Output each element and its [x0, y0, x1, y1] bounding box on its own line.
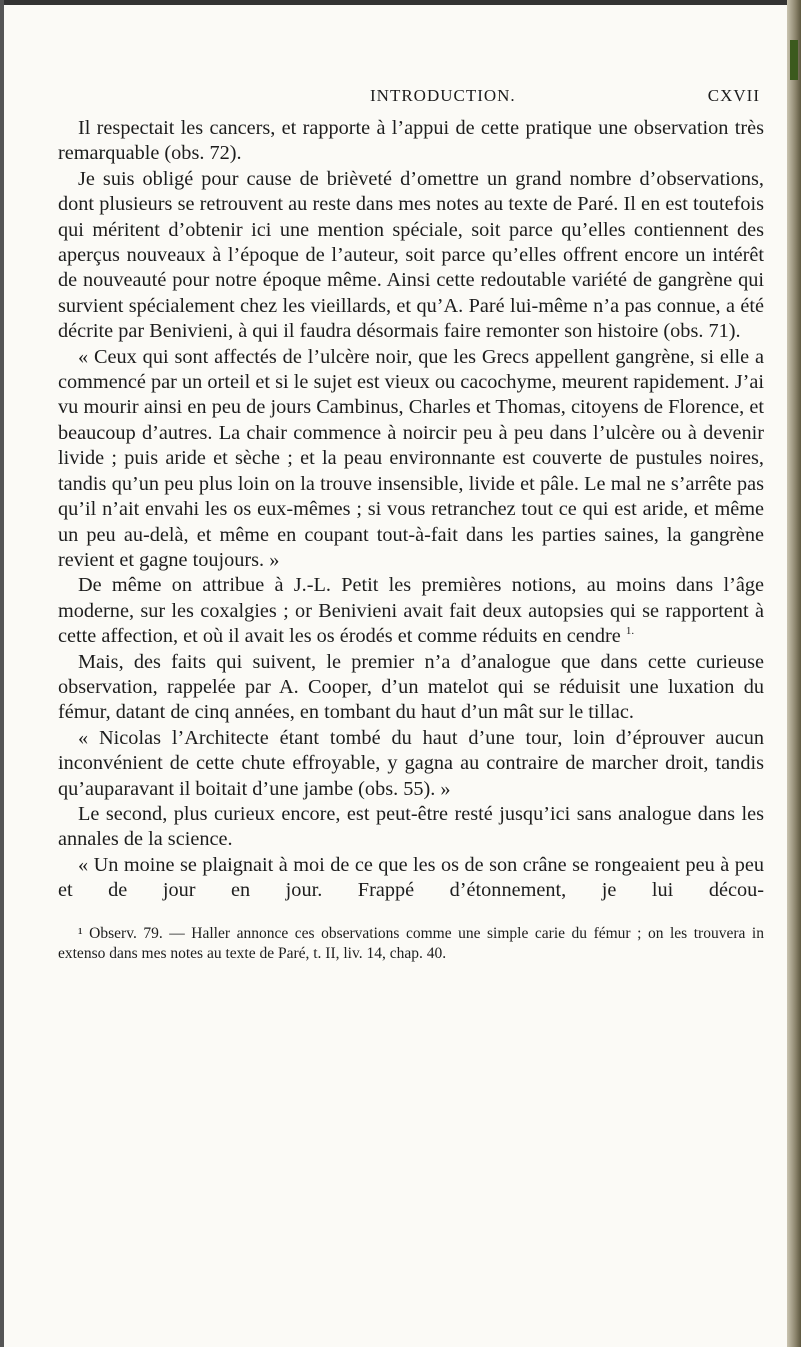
paragraph-second-case: Le second, plus curieux encore, est peut-être resté jusqu’ici sans analogue dans les annales de la science.: [58, 802, 764, 851]
book-spine-edge: [787, 0, 801, 1347]
page-number: CXVII: [707, 86, 760, 105]
paragraph-architect-quote: « Nicolas l’Architecte étant tombé du haut d’une tour, loin d’éprouver aucun inconvénient de cette chute effroyable, y gagna au contraire de marcher droit, tandis qu’auparavant il boitait d’une jambe (obs. 55). »: [58, 726, 764, 800]
paragraph-monk-quote: « Un moine se plaignait à moi de ce que les os de son crâne se rongeaient peu à peu et de jour en jour. Frappé d’étonnement, je lui décou-: [58, 853, 764, 902]
paragraph-cancers: Il respectait les cancers, et rapporte à l’appui de cette pratique une observation très remarquable (obs. 72).: [58, 117, 764, 165]
paragraph-gangrene-quote: « Ceux qui sont affectés de l’ulcère noir, que les Grecs appellent gangrène, si elle a commencé par un orteil et si le sujet est vieux ou cacochyme, meurent rapidement. J’ai vu mourir ainsi en peu de jours Cambinus, Charles et Thomas, citoyens de Florence, et beaucoup d’autres. La chair commence à noircir peu à peu dans l’ulcère ou à devenir livide ; puis aride et sèche ; et la peau environnante est couverte de pustules noires, tandis qu’un peu plus loin on la trouve insensible, livide et pâle. Le mal ne s’arrête pas qu’il n’ait envahi les os eux-mêmes ; si vous retranchez tout ce qui est aride, et même un peu au-delà, et même en coupant tout-à-fait dans les parties saines, la gangrène revient et gagne toujours. »: [58, 345, 764, 571]
page-top-rule: [0, 0, 801, 5]
footnotes: [58, 924, 764, 964]
footnote-ref: 1.: [625, 625, 635, 638]
paragraph-omissions: Je suis obligé pour cause de brièveté d’omettre un grand nombre d’observations, dont plusieurs se retrouvent au reste dans mes notes au texte de Paré. Il en est toutefois qui méritent d’obtenir ici une mention spéciale, soit parce qu’elles contiennent des aperçus nouveaux à l’époque de l’auteur, soit parce qu’elles offrent encore un intérêt de nouveauté pour notre époque même. Ainsi cette redoutable variété de gangrène qui survient spécialement chez les vieillards, et qu’A. Paré lui-même n’a pas connue, a été décrite par Benivieni, à qui il faudra désormais faire remonter son histoire (obs. 71).: [58, 167, 764, 343]
book-page: [58, 86, 764, 964]
paragraph-cooper: Mais, des faits qui suivent, le premier n’a d’analogue que dans cette curieuse observation, rappelée par A. Cooper, d’un matelot qui se réduisit une luxation du fémur, datant de cinq années, en tombant du haut d’un mât sur le tillac.: [58, 650, 764, 724]
body-text: [58, 116, 764, 904]
running-head: [58, 86, 764, 116]
running-head-title: INTRODUCTION.: [370, 86, 516, 105]
spine-mark: [790, 40, 798, 80]
page-left-edge: [0, 0, 4, 1347]
footnote-1: ¹ Observ. 79. — Haller annonce ces observations comme une simple carie du fémur ; on les trouvera in extenso dans mes notes au texte de Paré, t. II, liv. 14, chap. 40.: [58, 924, 764, 962]
paragraph-coxalgies: [58, 573, 764, 649]
paragraph-coxalgies-text: De même on attribue à J.-L. Petit les premières notions, au moins dans l’âge moderne, sur les coxalgies ; or Benivieni avait fait deux autopsies qui se rapportent à cette affection, et où il avait les os érodés et comme réduits en cendre: [58, 574, 764, 648]
